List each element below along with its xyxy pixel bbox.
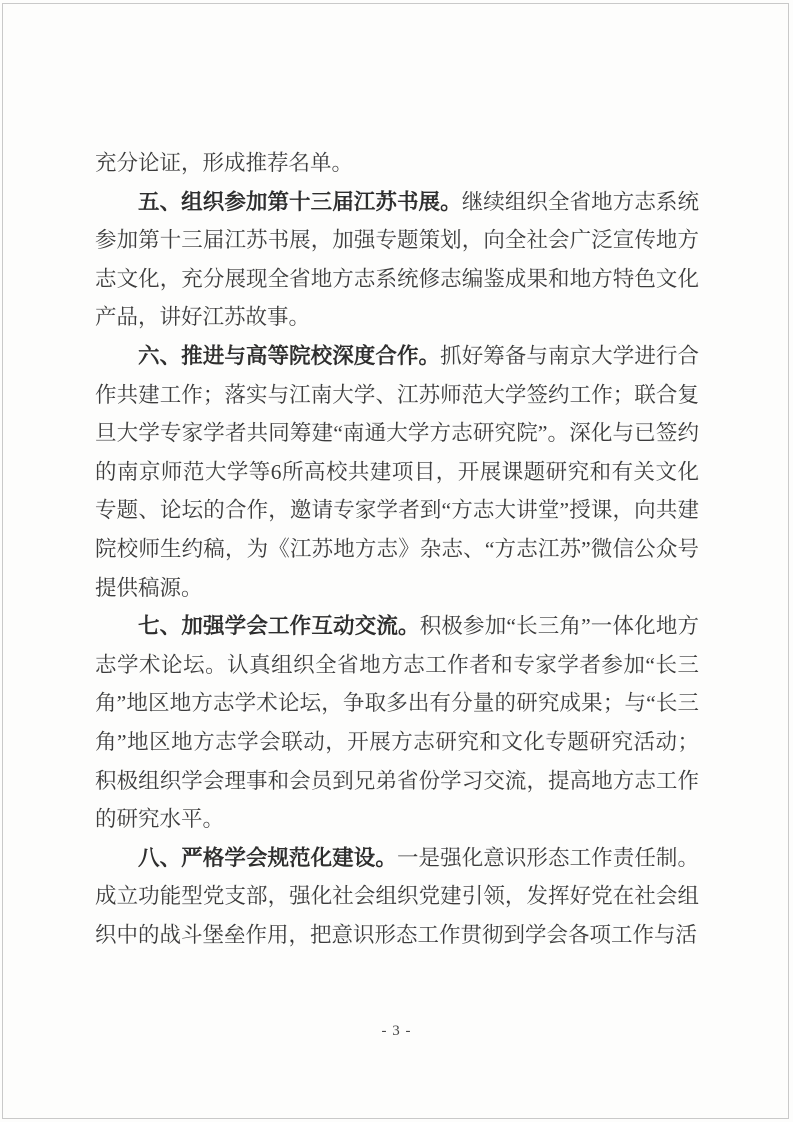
section-6-heading: 六、推进与高等院校深度合作。 <box>138 343 441 368</box>
paragraph-continuation: 充分论证，形成推荐名单。 <box>95 151 354 175</box>
section-8-text: 一是强化意识形态工作责任制。成立功能型党支部，强化社会组织党建引领，发挥好党在社会组织中的战斗堡垒作用，把意识形态工作贯彻到学会各项工作与活 <box>95 845 699 947</box>
page-number: - 3 - <box>381 1023 412 1039</box>
section-5-text: 继续组织全省地方志系统参加第十三届江苏书展，加强专题策划，向全社会广泛宣传地方志文化，充分展现全省地方志系统修志编鉴成果和地方特色文化产品，讲好江苏故事。 <box>95 189 699 330</box>
paragraph-section-7 <box>95 607 699 839</box>
paragraph-section-5 <box>95 183 699 337</box>
section-7-text: 积极参加“长三角”一体化地方志学术论坛。认真组织全省地方志工作者和专家学者参加“长三角”地区地方志学术论坛，争取多出有分量的研究成果；与“长三角”地区地方志学会联动，开展方志研究和文化专题研究活动；积极组织学会理事和会员到兄弟省份学习交流，提高地方志工作的研究水平。 <box>95 614 699 832</box>
document-body <box>95 144 699 954</box>
section-5-heading: 五、组织参加第十三届江苏书展。 <box>138 189 462 214</box>
page-footer <box>0 1022 793 1040</box>
paragraph-section-6 <box>95 337 699 607</box>
paragraph-section-8 <box>95 839 699 955</box>
section-7-heading: 七、加强学会工作互动交流。 <box>138 614 420 639</box>
section-8-heading: 八、严格学会规范化建设。 <box>138 845 397 870</box>
section-6-text: 抓好筹备与南京大学进行合作共建工作；落实与江南大学、江苏师范大学签约工作；联合复旦大学专家学者共同筹建“南通大学方志研究院”。深化与已签约的南京师范大学等6所高校共建项目，开展课题研究和有关文化专题、论坛的合作，邀请专家学者到“方志大讲堂”授课，向共建院校师生约稿，为《江苏地方志》杂志、“方志江苏”微信公众号提供稿源。 <box>95 343 699 600</box>
